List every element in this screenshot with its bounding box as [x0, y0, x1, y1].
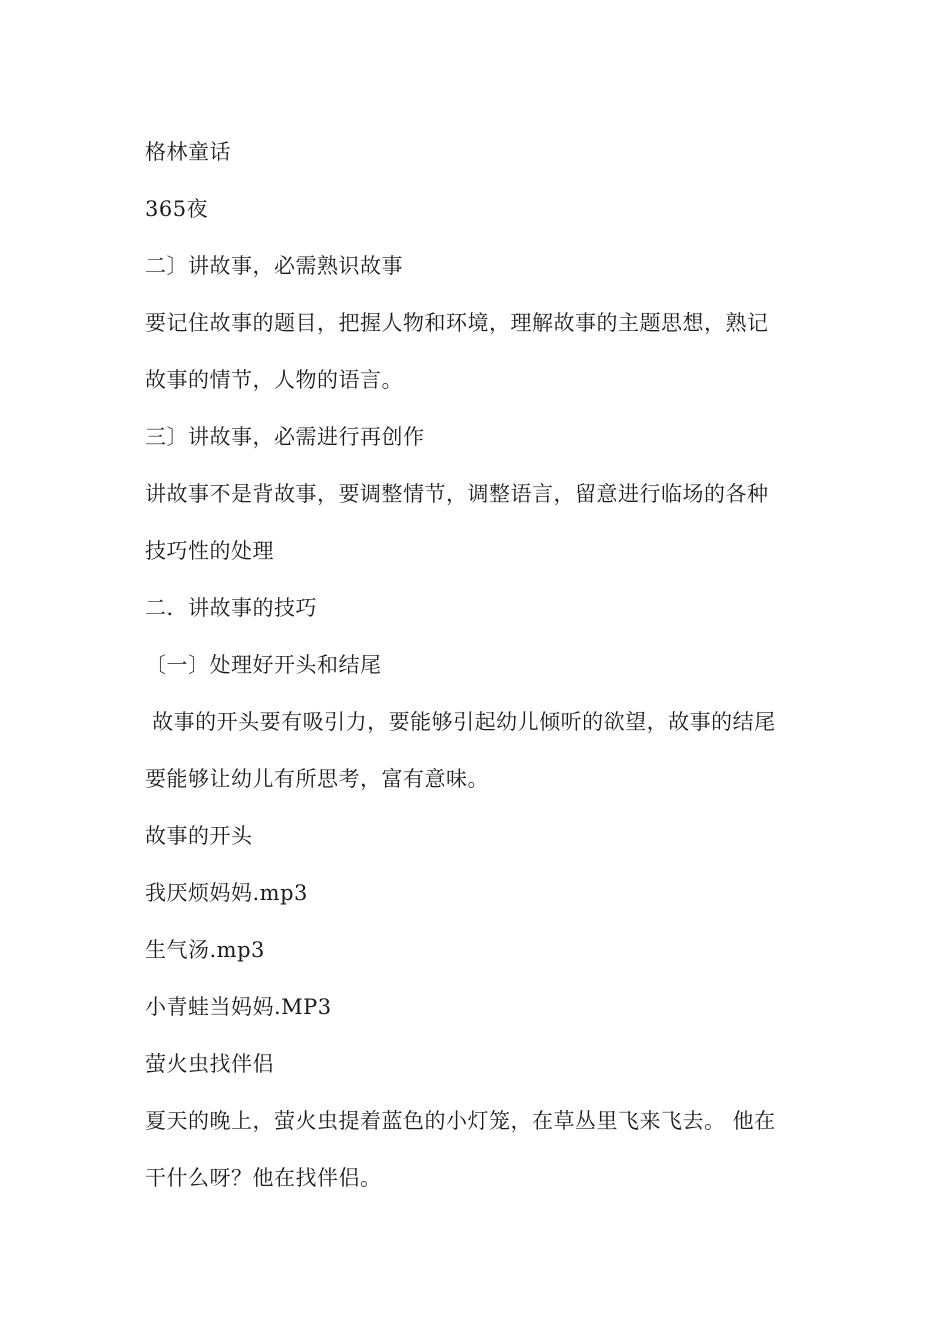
paragraph-line: 夏天的晚上，萤火虫提着蓝色的小灯笼，在草丛里飞来飞去。 他在 [145, 1109, 776, 1133]
paragraph-line: 故事的情节，人物的语言。 [145, 368, 403, 392]
text-line: 365夜 [145, 197, 209, 221]
file-reference: 生气汤.mp3 [145, 938, 265, 962]
story-title: 萤火虫找伴侣 [145, 1052, 274, 1076]
file-reference: 小青蛙当妈妈.MP3 [145, 995, 332, 1019]
paragraph-line: 故事的开头要有吸引力，要能够引起幼儿倾听的欲望，故事的结尾 [145, 710, 776, 734]
section-heading: 二．讲故事的技巧 [145, 596, 317, 620]
subsection-heading: 〔一〕处理好开头和结尾 [145, 653, 382, 677]
text-line: 故事的开头 [145, 824, 253, 848]
paragraph-line: 干什么呀？他在找伴侣。 [145, 1166, 382, 1190]
section-heading: 二〕讲故事，必需熟识故事 [145, 254, 403, 278]
paragraph-line: 要能够让幼儿有所思考，富有意味。 [145, 767, 489, 791]
paragraph-line: 技巧性的处理 [145, 539, 274, 563]
section-heading: 三〕讲故事，必需进行再创作 [145, 425, 425, 449]
text-line: 格林童话 [145, 140, 231, 164]
file-reference: 我厌烦妈妈.mp3 [145, 881, 308, 905]
paragraph-line: 要记住故事的题目，把握人物和环境，理解故事的主题思想，熟记 [145, 311, 769, 335]
paragraph-line: 讲故事不是背故事，要调整情节，调整语言，留意进行临场的各种 [145, 482, 769, 506]
